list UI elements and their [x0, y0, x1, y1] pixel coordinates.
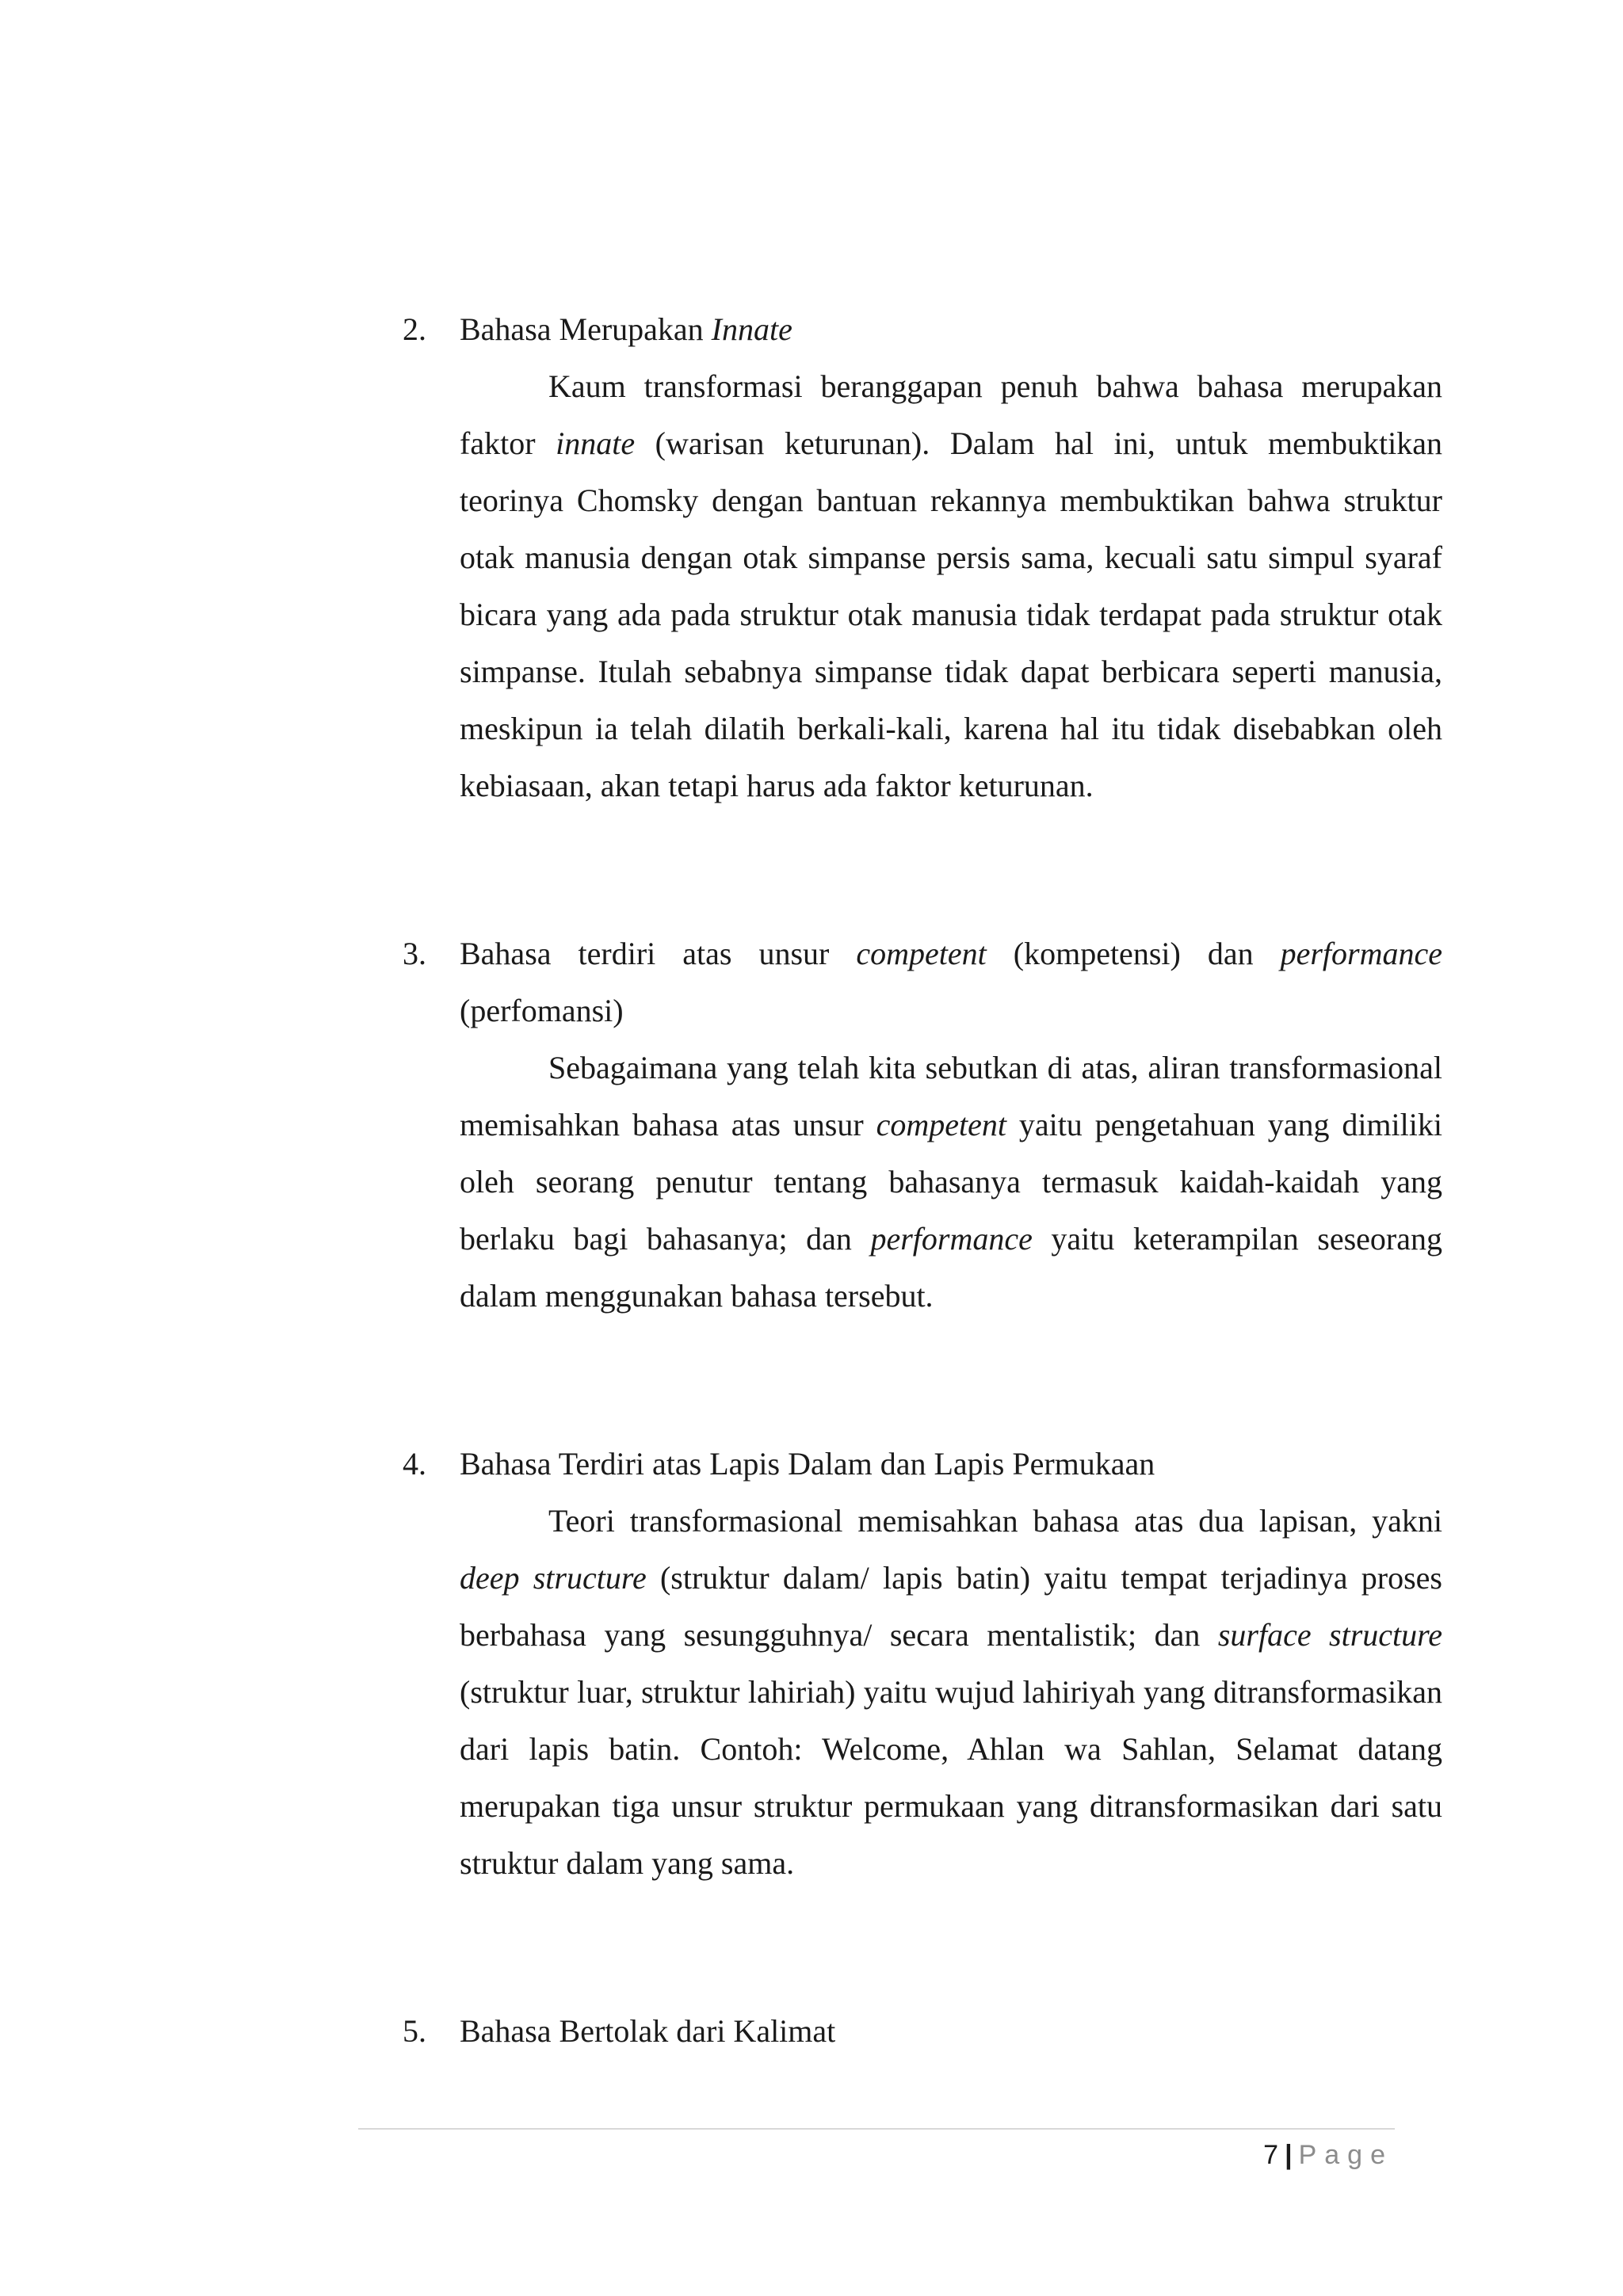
- list-item-paragraph: [460, 1493, 1442, 1892]
- list-item-heading: [460, 1436, 1442, 1493]
- list-item-body: [460, 1436, 1442, 1892]
- paragraph-text: Sebagaimana yang telah kita sebutkan di atas, aliran transformasional memisahkan bahasa atas unsur: [460, 1050, 1442, 1142]
- footer-separator: |: [1285, 2140, 1293, 2170]
- paragraph-text: (struktur dalam/ lapis batin) yaitu tempat terjadinya proses berbahasa yang sesungguhnya/ secara mentalistik; dan: [460, 1560, 1442, 1653]
- list-item-number: 3.: [403, 936, 426, 971]
- list-item-body: [460, 925, 1442, 1325]
- heading-italic-term: competent: [856, 936, 987, 971]
- paragraph-text: yaitu pengetahuan yang dimiliki oleh seorang penutur tentang bahasanya termasuk kaidah-kaidah yang berlaku bagi bahasanya; dan: [460, 1107, 1442, 1257]
- paragraph-italic-term: deep structure: [460, 1560, 647, 1596]
- paragraph-text: Teori transformasional memisahkan bahasa atas dua lapisan, yakni: [548, 1503, 1442, 1539]
- list-item-number: 5.: [403, 2013, 426, 2049]
- paragraph-italic-term: innate: [556, 425, 636, 461]
- heading-text: (perfomansi): [460, 993, 624, 1028]
- list-item-heading: [460, 925, 1442, 1039]
- list-item-paragraph: [460, 358, 1442, 814]
- heading-italic-term: performance: [1280, 936, 1442, 971]
- list-item-number: 2.: [403, 311, 426, 347]
- page-label: Page: [1298, 2140, 1393, 2170]
- list-item-body: [460, 2003, 1442, 2060]
- paragraph-italic-term: surface structure: [1217, 1617, 1443, 1653]
- paragraph-italic-term: performance: [870, 1221, 1033, 1257]
- list-item-heading: [460, 2003, 1442, 2060]
- paragraph-italic-term: competent: [876, 1107, 1006, 1142]
- paragraph-text: yaitu keterampilan seseorang dalam menggunakan bahasa tersebut.: [460, 1221, 1443, 1314]
- list-item-heading: [460, 301, 1442, 358]
- paragraph-text: (warisan keturunan). Dalam hal ini, untuk membuktikan teorinya Chomsky dengan bantuan rekannya membuktikan bahwa struktur otak manusia dengan otak simpanse persis sama, kecuali satu simpul syaraf bicara yang ada pada struktur otak manusia tidak terdapat pada struktur otak simpanse. Itulah sebabnya simpanse tidak dapat berbicara seperti manusia, meskipun ia telah dilatih berkali-kali, karena hal itu tidak disebabkan oleh kebiasaan, akan tetapi harus ada faktor keturunan.: [460, 425, 1443, 803]
- heading-text: Bahasa Bertolak dari Kalimat: [460, 2013, 836, 2049]
- page-number: 7: [1263, 2140, 1279, 2170]
- paragraph-text: (struktur luar, struktur lahiriah) yaitu wujud lahiriyah yang ditransformasikan dari lapis batin. Contoh: Welcome, Ahlan wa Sahlan, Selamat datang merupakan tiga unsur struktur permukaan yang ditransformasikan dari satu struktur dalam yang sama.: [460, 1674, 1442, 1881]
- list-item-number: 4.: [403, 1446, 426, 1482]
- page-footer: [1263, 2136, 1393, 2174]
- heading-text: Bahasa Merupakan: [460, 311, 712, 347]
- list-item-paragraph: [460, 1039, 1442, 1325]
- footer-divider: [358, 2128, 1395, 2130]
- heading-text: Bahasa terdiri atas unsur: [460, 936, 857, 971]
- heading-italic-term: Innate: [711, 311, 792, 347]
- heading-text: (kompetensi) dan: [986, 936, 1281, 971]
- heading-text: Bahasa Terdiri atas Lapis Dalam dan Lapis Permukaan: [460, 1446, 1155, 1482]
- paragraph-text: Kaum transformasi beranggapan penuh bahwa bahasa merupakan faktor: [460, 368, 1442, 461]
- list-item-body: [460, 301, 1442, 814]
